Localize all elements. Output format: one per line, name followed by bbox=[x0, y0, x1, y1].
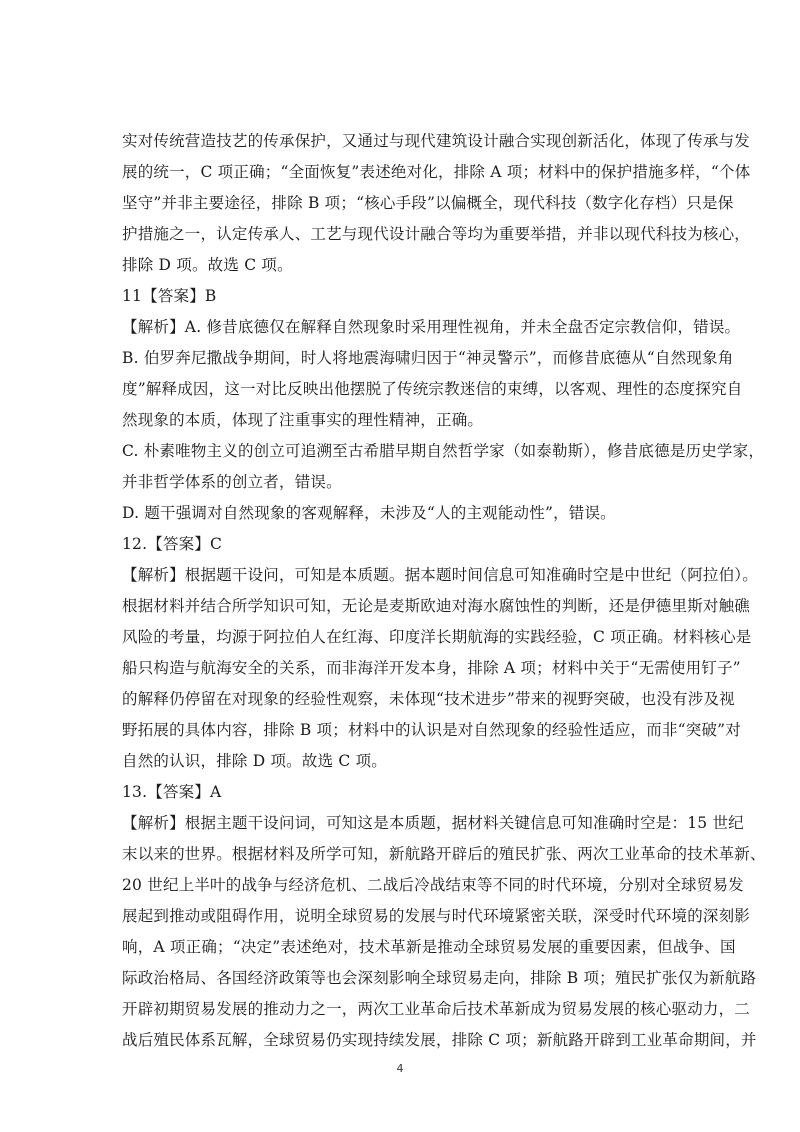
text-line: 20 世纪上半叶的战争与经济危机、二战后冷战结束等不同的时代环境，分别对全球贸易发 bbox=[122, 876, 744, 894]
text-line: 【解析】A. 修昔底德仅在解释自然现象时采用理性视角，并未全盘否定宗教信仰，错误。 bbox=[122, 318, 741, 336]
text-line: 坚守”并非主要途径，排除 B 项；“核心手段”以偏概全，现代科技（数字化存档）只是保 bbox=[122, 194, 734, 212]
text-line: 开辟初期贸易发展的推动力之一，两次工业革命后技术革新成为贸易发展的核心驱动力，二 bbox=[122, 1000, 751, 1018]
text-line: 展起到推动或阻碍作用，说明全球贸易的发展与时代环境紧密关联，深受时代环境的深刻影 bbox=[122, 907, 751, 925]
text-line: 13.【答案】A bbox=[122, 783, 222, 801]
text-line: 展的统一，C 项正确；“全面恢复”表述绝对化，排除 A 项；材料中的保护措施多样，“个体 bbox=[122, 163, 751, 181]
paragraph-q13-answer bbox=[122, 777, 682, 808]
text-line: 排除 D 项。故选 C 项。 bbox=[122, 256, 293, 274]
paragraph-q12-analysis bbox=[122, 560, 758, 777]
text-line: 风险的考量，均源于阿拉伯人在红海、印度洋长期航海的实践经验，C 项正确。材料核心是 bbox=[122, 628, 752, 646]
text-line: 船只构造与航海安全的关系，而非海洋开发本身，排除 A 项；材料中关于“无需使用钉子” bbox=[122, 659, 741, 677]
text-line: 度”解释成因，这一对比反映出他摆脱了传统宗教迷信的束缚，以客观、理性的态度探究自 bbox=[122, 380, 743, 398]
paragraph-q11-analysis-c bbox=[122, 436, 765, 498]
paragraph-q12-answer bbox=[122, 529, 682, 560]
text-line: 护措施之一，认定传承人、工艺与现代设计融合等均为重要举措，并非以现代科技为核心， bbox=[122, 225, 751, 243]
text-line: C. 朴素唯物主义的创立可追溯至古希腊早期自然哲学家（如泰勒斯），修昔底德是历史学家， bbox=[122, 442, 765, 460]
paragraph-q11-analysis-b bbox=[122, 343, 743, 436]
paragraph-q11-analysis-d bbox=[122, 498, 682, 529]
text-line: 际政治格局、各国经济政策等也会深刻影响全球贸易走向，排除 B 项；殖民扩张仅为新航路 bbox=[122, 969, 757, 987]
text-line: 【解析】根据题干设问，可知是本质题。据本题时间信息可知准确时空是中世纪（阿拉伯）。 bbox=[122, 566, 758, 584]
paragraph-q11-analysis-a bbox=[122, 312, 741, 343]
text-line: 的解释仍停留在对现象的经验性观察，未体现“技术进步”带来的视野突破，也没有涉及视 bbox=[122, 690, 735, 708]
paragraph-q11-answer bbox=[122, 281, 682, 312]
text-line: 根据材料并结合所学知识可知，无论是麦斯欧迪对海水腐蚀性的判断，还是伊德里斯对触礁 bbox=[122, 597, 751, 615]
text-line: D. 题干强调对自然现象的客观解释，未涉及“人的主观能动性”，错误。 bbox=[122, 504, 616, 522]
text-line: 野拓展的具体内容，排除 B 项；材料中的认识是对自然现象的经验性适应，而非“突破”对 bbox=[122, 721, 741, 739]
paragraph-q13-analysis bbox=[122, 808, 766, 1056]
text-line: 末以来的世界。根据材料及所学可知，新航路开辟后的殖民扩张、两次工业革命的技术革新、 bbox=[122, 845, 766, 863]
text-line: 11【答案】B bbox=[122, 287, 217, 305]
text-line: 响，A 项正确；“决定”表述绝对，技术革新是推动全球贸易发展的重要因素，但战争、国 bbox=[122, 938, 736, 956]
page-number: 4 bbox=[396, 1062, 404, 1075]
text-line: 战后殖民体系瓦解，全球贸易仍实现持续发展，排除 C 项；新航路开辟到工业革命期间，并 bbox=[122, 1031, 757, 1049]
text-line: B. 伯罗奔尼撒战争期间，时人将地震海啸归因于“神灵警示”，而修昔底德从“自然现象角 bbox=[122, 349, 734, 367]
paragraph-q10-analysis-continued bbox=[122, 126, 751, 281]
text-line: 自然的认识，排除 D 项。故选 C 项。 bbox=[122, 752, 387, 770]
document-body bbox=[122, 126, 766, 1056]
text-line: 12.【答案】C bbox=[122, 535, 223, 553]
text-line: 并非哲学体系的创立者，错误。 bbox=[122, 473, 342, 491]
text-line: 【解析】根据主题干设问词，可知这是本质题，据材料关键信息可知准确时空是：15 世纪 bbox=[122, 814, 744, 832]
text-line: 然现象的本质，体现了注重事实的理性精神，正确。 bbox=[122, 411, 484, 429]
text-line: 实对传统营造技艺的传承保护，又通过与现代建筑设计融合实现创新活化，体现了传承与发 bbox=[122, 132, 751, 150]
